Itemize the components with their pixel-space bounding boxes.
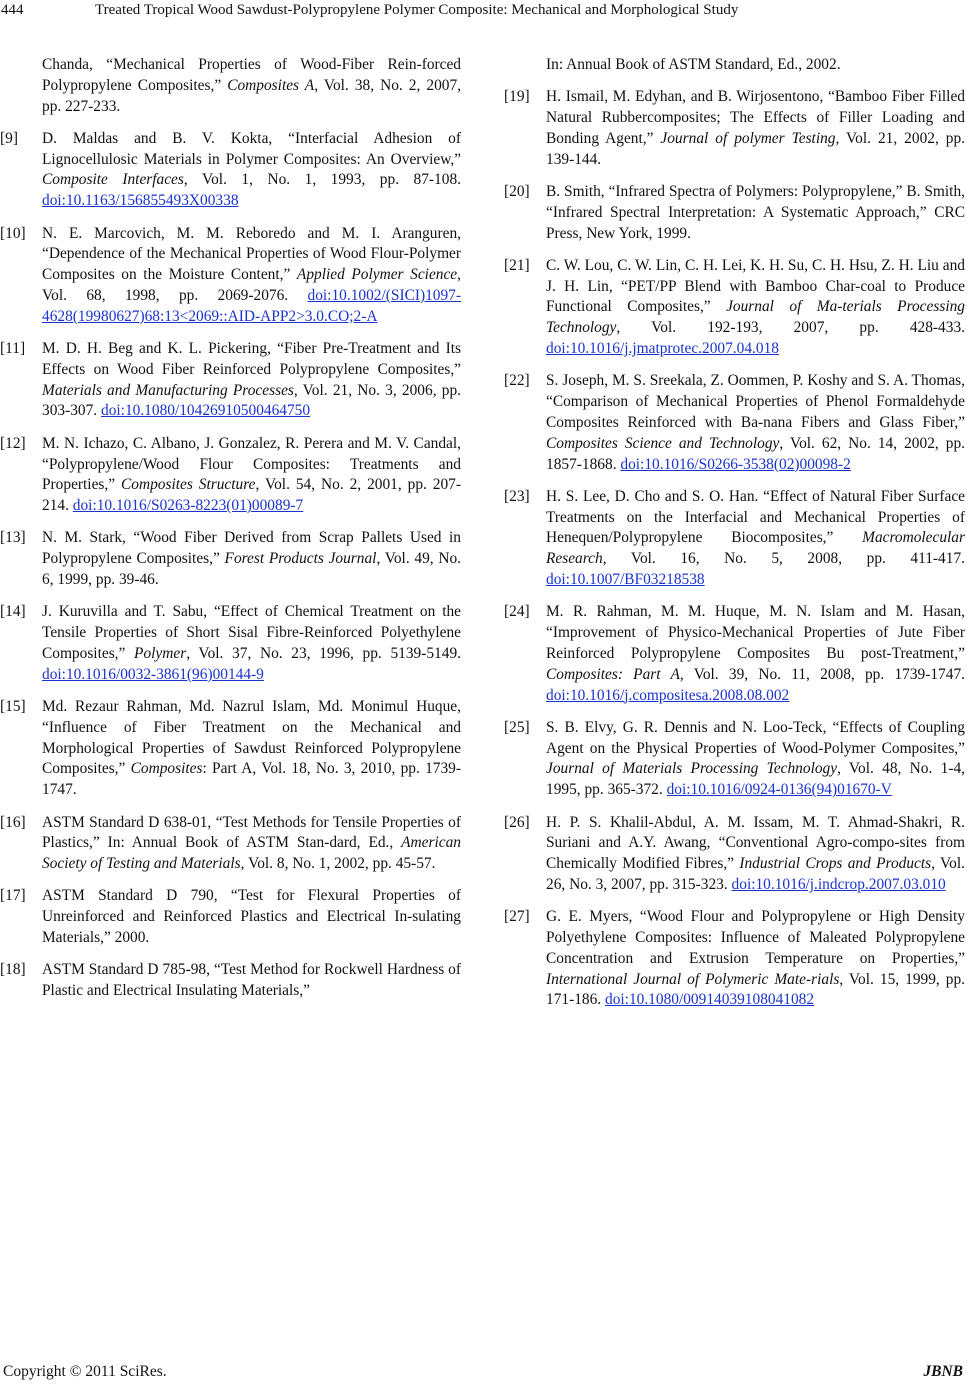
reference-body xyxy=(42,528,461,590)
reference-item xyxy=(0,528,461,590)
reference-item xyxy=(504,87,965,170)
page-footer xyxy=(0,1363,967,1385)
ref-journal: Composites Science and Technology xyxy=(546,434,780,452)
ref-text-tail: , Vol. 21, No. 3, 2006, pp. 303-307. xyxy=(42,381,461,420)
ref-text: G. E. Myers, “Wood Flour and Polypropylene or High Density Polyethylene Composites: Influence of Maleated Polypropylene Concentration and Extrusion Temperature on Properties,” xyxy=(546,908,965,967)
reference-item xyxy=(504,602,965,706)
ref-text: H. S. Lee, D. Cho and S. O. Han. “Effect of Natural Fiber Surface Treatments on the Interfacial and Mechanical Properties of Henequen/Polypropylene Biocomposites,” xyxy=(546,487,965,547)
reference-item xyxy=(0,129,461,212)
ref-text: J. Kuruvilla and T. Sabu, “Effect of Chemical Treatment on the Tensile Properties of Short Sisal Fibre-Reinforced Polyethylene Composites,” xyxy=(42,603,461,662)
reference-item xyxy=(0,602,461,685)
ref-journal: Composite Interfaces xyxy=(42,171,184,189)
ref-text-tail: , Vol. 37, No. 23, 1996, pp. 5139-5149. xyxy=(186,644,461,662)
reference-body xyxy=(42,602,461,685)
ref-text: S. Joseph, M. S. Sreekala, Z. Oommen, P. Koshy and S. A. Thomas, “Comparison of Mechanical Properties of Phenol Formaldehyde Composites Reinforced with Ba-nana Fibers and Glass Fiber,” xyxy=(546,372,965,431)
reference-number: [13] xyxy=(0,529,26,547)
reference-body xyxy=(546,907,965,1011)
doi-link[interactable]: doi:10.1002/(SICI)1097-4628(19980627)68:13<2069::AID-APP2>3.0.CO;2-A xyxy=(42,286,461,325)
doi-link[interactable]: doi:10.1080/00914039108041082 xyxy=(605,991,815,1009)
reference-body xyxy=(42,129,461,212)
ref-journal: Journal of polymer Testing xyxy=(660,129,836,147)
reference-item xyxy=(0,960,461,1002)
reference-item xyxy=(0,224,461,328)
ref-journal: Applied Polymer Science xyxy=(296,266,458,284)
ref-text: In: Annual Book of ASTM Standard, Ed., 2002. xyxy=(546,56,841,73)
ref-text-tail: , Vol. 54, No. 2, 2001, pp. 207-214. xyxy=(42,476,461,515)
reference-body xyxy=(546,487,965,591)
doi-link[interactable]: doi:10.1016/j.jmatprotec.2007.04.018 xyxy=(546,340,779,358)
reference-body xyxy=(546,718,965,801)
ref-text-tail: , Vol. 38, No. 2, 2007, pp. 227-233. xyxy=(42,76,461,115)
reference-list xyxy=(0,129,461,1002)
ref-text: H. Ismail, M. Edyhan, and B. Wirjosentono, “Bamboo Fiber Filled Natural Rubbercomposites; The Effects of Filler Loading and Bonding Agent,” xyxy=(546,88,965,147)
ref-text: H. P. S. Khalil-Abdul, A. M. Issam, M. T. Ahmad-Shakri, R. Suriani and A.Y. Awang, “Conventional Agro-compo-sites from Chemically Modified Fibres,” xyxy=(546,813,965,873)
reference-item xyxy=(0,339,461,422)
ref-text: M. D. H. Beg and K. L. Pickering, “Fiber Pre-Treatment and Its Effects on Wood Fiber Reinforced Polypropylene Composites,” xyxy=(42,340,461,378)
ref-text: S. B. Elvy, G. R. Dennis and N. Loo-Teck, “Effects of Coupling Agent on the Physical Properties of Wood-Polymer Composites,” xyxy=(546,718,965,757)
reference-number: [16] xyxy=(0,813,26,831)
reference-number: [27] xyxy=(504,908,530,926)
page-number: 444 xyxy=(1,2,24,18)
ref-text: Chanda, “Mechanical Properties of Wood-Fiber Rein-forced Polypropylene Composites,” xyxy=(42,56,461,94)
ref-text-tail: , Vol. 62, No. 14, 2002, pp. 1857-1868. xyxy=(546,434,965,473)
ref-journal: Journal of Ma-terials Processing Technology xyxy=(546,298,965,337)
reference-body xyxy=(42,697,461,801)
reference-body xyxy=(546,87,965,170)
ref-text-tail: Vol. 39, No. 11, 2008, pp. 1739-1747. xyxy=(683,665,965,683)
reference-body xyxy=(42,886,461,948)
reference-number: [15] xyxy=(0,698,26,716)
ref-text-tail: : Part A, Vol. 18, No. 3, 2010, pp. 1739-1747. xyxy=(42,760,461,799)
left-column xyxy=(0,55,461,1013)
reference-continuation xyxy=(0,55,461,117)
reference-number: [20] xyxy=(504,182,530,200)
reference-number: [21] xyxy=(504,256,530,274)
ref-text: N. M. Stark, “Wood Fiber Derived from Scrap Pallets Used in Polypropylene Composites,” xyxy=(42,529,461,568)
reference-body xyxy=(42,339,461,422)
reference-item xyxy=(504,718,965,801)
reference-body xyxy=(546,182,965,244)
reference-number: [26] xyxy=(504,813,530,831)
reference-body xyxy=(546,813,965,896)
ref-text: M. N. Ichazo, C. Albano, J. Gonzalez, R. Perera and M. V. Candal, “Polypropylene/Wood Flour Composites: Treatments and Properties,” xyxy=(42,434,461,494)
doi-link[interactable]: doi:10.1016/S0266-3538(02)00098-2 xyxy=(620,455,851,473)
right-column xyxy=(504,55,966,1023)
ref-text: ASTM Standard D 785-98, “Test Method for Rockwell Hardness of Plastic and Electrical Insulating Materials,” xyxy=(42,961,461,1000)
reference-continuation xyxy=(504,55,965,76)
ref-text-tail: , Vol. 49, No. 6, 1999, pp. 39-46. xyxy=(42,550,461,589)
reference-item xyxy=(504,813,965,896)
reference-number: [24] xyxy=(504,603,530,621)
reference-number: [14] xyxy=(0,603,26,621)
ref-text: ASTM Standard D 638-01, “Test Methods for Tensile Properties of Plastics,” In: Annual Book of ASTM Stan-dard, Ed., xyxy=(42,813,461,852)
ref-journal: Composites: Part A, xyxy=(546,665,684,683)
doi-link[interactable]: doi:10.1016/j.indcrop.2007.03.010 xyxy=(731,875,946,893)
reference-number: [11] xyxy=(0,340,26,358)
ref-text-tail: , Vol. 16, No. 5, 2008, pp. 411-417. xyxy=(602,550,965,568)
reference-body xyxy=(546,371,965,475)
ref-text: M. R. Rahman, M. M. Huque, M. N. Islam and M. Hasan, “Improvement of Physico-Mechanical Properties of Jute Fiber Reinforced Polypropylene Composites Bu post-Treatment,” xyxy=(546,603,965,662)
ref-text-tail: , Vol. 21, 2002, pp. 139-144. xyxy=(546,129,966,168)
running-title: Treated Tropical Wood Sawdust-Polypropylene Polymer Composite: Mechanical and Morphological Study xyxy=(95,2,739,18)
reference-number: [23] xyxy=(504,487,530,505)
reference-number: [17] xyxy=(0,887,26,905)
ref-text-tail: , Vol. 1, No. 1, 1993, pp. 87-108. xyxy=(183,171,461,189)
reference-number: [12] xyxy=(0,434,26,452)
reference-body xyxy=(42,813,461,875)
reference-item xyxy=(504,182,965,244)
reference-number: [10] xyxy=(0,224,26,242)
ref-text: D. Maldas and B. V. Kokta, “Interfacial Adhesion of Lignocellulosic Materials in Polymer Composites: An Overview,” xyxy=(42,129,461,168)
copyright: Copyright © 2011 SciRes. xyxy=(3,1363,167,1380)
ref-text-tail: , Vol. 8, No. 1, 2002, pp. 45-57. xyxy=(240,855,436,873)
reference-item xyxy=(504,907,965,1011)
reference-item xyxy=(504,371,965,475)
reference-item xyxy=(0,813,461,875)
ref-journal: Industrial Crops and Products xyxy=(739,855,932,873)
reference-number: [19] xyxy=(504,88,530,106)
doi-link[interactable]: doi:10.1016/0924-0136(94)01670-V xyxy=(666,781,892,799)
ref-text: ASTM Standard D 790, “Test for Flexural Properties of Unreinforced and Reinforced Plastics and Electrical In-sulating Materials,” 2000. xyxy=(42,887,461,946)
reference-item xyxy=(504,487,965,591)
ref-journal: Composites Structure xyxy=(121,476,256,494)
ref-text-tail: , Vol. 192-193, 2007, pp. 428-433. xyxy=(616,319,965,337)
doi-link[interactable]: doi:10.1016/0032-3861(96)00144-9 xyxy=(42,665,264,683)
doi-link[interactable]: doi:10.1080/10426910500464750 xyxy=(101,402,311,420)
ref-journal: Macromolecular Research xyxy=(546,529,965,568)
ref-journal: American Society of Testing and Materials xyxy=(42,834,461,873)
reference-item xyxy=(504,256,965,360)
reference-item xyxy=(0,434,461,517)
ref-text-tail: , Vol. 68, 1998, pp. 2069-2076. xyxy=(42,266,461,304)
ref-journal: Polymer xyxy=(134,644,187,662)
ref-text: Md. Rezaur Rahman, Md. Nazrul Islam, Md. Monimul Huque, “Influence of Fiber Treatment on the Mechanical and Morphological Properties of Sawdust Reinforced Polypropylene Composites,” xyxy=(42,698,461,778)
ref-text-tail: , Vol. 48, No. 1-4, 1995, pp. 365-372. xyxy=(546,760,965,799)
ref-text: B. Smith, “Infrared Spectra of Polymers: Polypropylene,” B. Smith, “Infrared Spectral Interpretation: A Systematic Approach,” CRC Press, New York, 1999. xyxy=(546,182,965,242)
reference-list xyxy=(504,87,966,1011)
doi-link[interactable]: doi:10.1007/BF03218538 xyxy=(546,571,705,589)
ref-text: N. E. Marcovich, M. M. Reboredo and M. I. Aranguren, “Dependence of the Mechanical Properties of Wood Flour-Polymer Composites on the Moisture Content,” xyxy=(42,224,461,284)
reference-body xyxy=(42,434,461,517)
reference-body xyxy=(546,602,965,706)
reference-number: [25] xyxy=(504,718,530,736)
ref-journal: Composites xyxy=(130,760,203,778)
reference-body xyxy=(42,960,461,1002)
doi-link[interactable]: doi:10.1016/S0263-8223(01)00089-7 xyxy=(72,497,304,515)
ref-text: C. W. Lou, C. W. Lin, C. H. Lei, K. H. Su, C. H. Hsu, Z. H. Liu and J. H. Lin, “PET/PP Blend with Bamboo Char-coal to Produce Functional Composites,” xyxy=(546,256,965,316)
reference-body xyxy=(546,256,965,360)
reference-item xyxy=(0,697,461,801)
doi-link[interactable]: doi:10.1163/156855493X00338 xyxy=(42,192,239,210)
reference-number: [18] xyxy=(0,961,26,979)
ref-text-tail: , Vol. 26, No. 3, 2007, pp. 315-323. xyxy=(546,855,965,893)
doi-link[interactable]: doi:10.1016/j.compositesa.2008.08.002 xyxy=(546,686,790,704)
reference-number: [9] xyxy=(0,129,18,147)
ref-journal: Materials and Manufacturing Processes xyxy=(42,381,294,399)
ref-text-tail: , Vol. 15, 1999, pp. 171-186. xyxy=(546,970,966,1009)
reference-item xyxy=(0,886,461,948)
ref-journal: Composites A xyxy=(227,76,315,94)
ref-journal: International Journal of Polymeric Mate-rials xyxy=(546,970,840,988)
reference-body xyxy=(42,224,461,328)
ref-journal: Forest Products Journal xyxy=(224,550,377,568)
reference-number: [22] xyxy=(504,372,530,390)
journal-abbrev: JBNB xyxy=(923,1363,963,1380)
ref-journal: Journal of Materials Processing Technology xyxy=(546,760,838,778)
page-header xyxy=(0,0,967,22)
